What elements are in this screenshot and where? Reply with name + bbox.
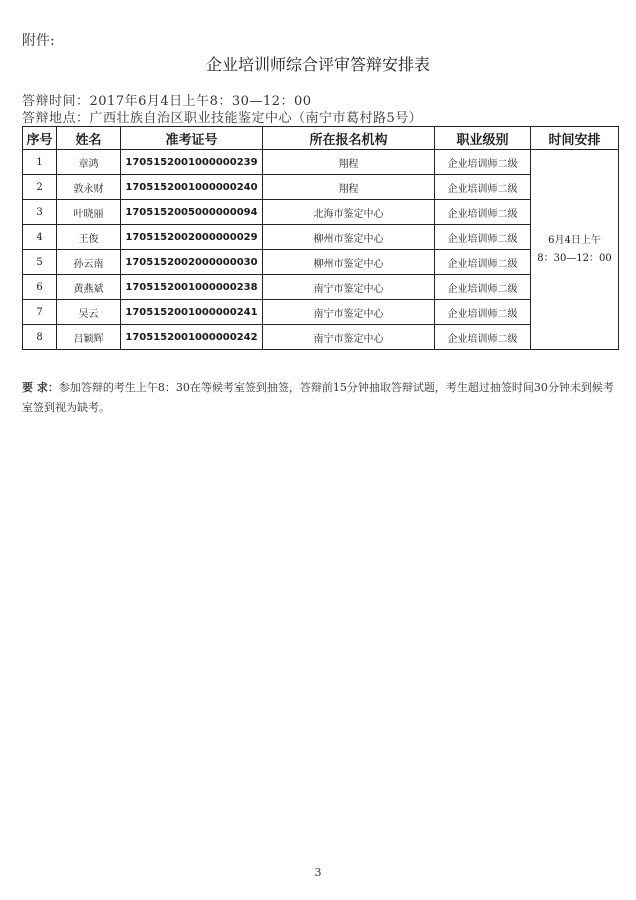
time-arrangement-cell: [531, 150, 619, 350]
time-arrangement-date: 6月4日上午: [548, 234, 601, 246]
row-level: 企业培训师二级: [435, 325, 531, 350]
row-org: 南宁市鉴定中心: [263, 275, 435, 300]
row-name: 章鸿: [57, 150, 121, 175]
row-no: 5: [23, 250, 57, 275]
row-level: 企业培训师二级: [435, 200, 531, 225]
header-exam-id: 准考证号: [121, 127, 263, 150]
row-org: 南宁市鉴定中心: [263, 325, 435, 350]
requirements-label: 要 求：: [22, 381, 59, 394]
row-level: 企业培训师二级: [435, 250, 531, 275]
row-org: 柳州市鉴定中心: [263, 250, 435, 275]
requirements-text: 参加答辩的考生上午8：30在等候考室签到抽签，答辩前15分钟抽取答辩试题，考生超过抽签时间30分钟未到候考室签到视为缺考。: [22, 381, 614, 414]
row-exam-id: 1705152001000000240: [121, 175, 263, 200]
row-name: 吴云: [57, 300, 121, 325]
document-title: 企业培训师综合评审答辩安排表: [205, 55, 430, 74]
table-row: [23, 300, 619, 325]
row-exam-id: 1705152002000000030: [121, 250, 263, 275]
requirements-note: [22, 378, 614, 418]
row-name: 王俊: [57, 225, 121, 250]
table-row: [23, 275, 619, 300]
row-name: 黄燕斌: [57, 275, 121, 300]
table-row: [23, 325, 619, 350]
row-exam-id: 1705152001000000241: [121, 300, 263, 325]
row-level: 企业培训师二级: [435, 300, 531, 325]
row-name: 吕颖辉: [57, 325, 121, 350]
row-name: 叶晓丽: [57, 200, 121, 225]
page-number: 3: [314, 866, 322, 879]
row-exam-id: 1705152001000000239: [121, 150, 263, 175]
row-level: 企业培训师二级: [435, 150, 531, 175]
row-exam-id: 1705152001000000238: [121, 275, 263, 300]
time-arrangement-hours: 8：30—12：00: [537, 252, 612, 264]
table-row: [23, 150, 619, 175]
header-time: 时间安排: [531, 127, 619, 150]
table-header-row: [23, 127, 619, 150]
exam-time-line: 答辩时间：2017年6月4日上午8：30—12：00: [22, 94, 312, 109]
header-name: 姓名: [57, 127, 121, 150]
row-level: 企业培训师二级: [435, 275, 531, 300]
row-org: 翔程: [263, 150, 435, 175]
row-no: 3: [23, 200, 57, 225]
row-no: 4: [23, 225, 57, 250]
row-org: 南宁市鉴定中心: [263, 300, 435, 325]
exam-place-line: 答辩地点：广西壮族自治区职业技能鉴定中心（南宁市葛村路5号）: [22, 111, 423, 126]
table-row: [23, 200, 619, 225]
row-exam-id: 1705152005000000094: [121, 200, 263, 225]
row-org: 翔程: [263, 175, 435, 200]
row-level: 企业培训师二级: [435, 175, 531, 200]
table-row: [23, 225, 619, 250]
header-no: 序号: [23, 127, 57, 150]
row-no: 1: [23, 150, 57, 175]
row-exam-id: 1705152002000000029: [121, 225, 263, 250]
schedule-table: [22, 126, 619, 350]
row-exam-id: 1705152001000000242: [121, 325, 263, 350]
row-level: 企业培训师二级: [435, 225, 531, 250]
table-row: [23, 250, 619, 275]
row-org: 柳州市鉴定中心: [263, 225, 435, 250]
row-org: 北海市鉴定中心: [263, 200, 435, 225]
header-level: 职业级别: [435, 127, 531, 150]
row-name: 孙云南: [57, 250, 121, 275]
row-no: 7: [23, 300, 57, 325]
row-name: 敦永财: [57, 175, 121, 200]
row-no: 2: [23, 175, 57, 200]
row-no: 8: [23, 325, 57, 350]
attachment-label: 附件:: [22, 33, 55, 49]
row-no: 6: [23, 275, 57, 300]
header-org: 所在报名机构: [263, 127, 435, 150]
table-row: [23, 175, 619, 200]
